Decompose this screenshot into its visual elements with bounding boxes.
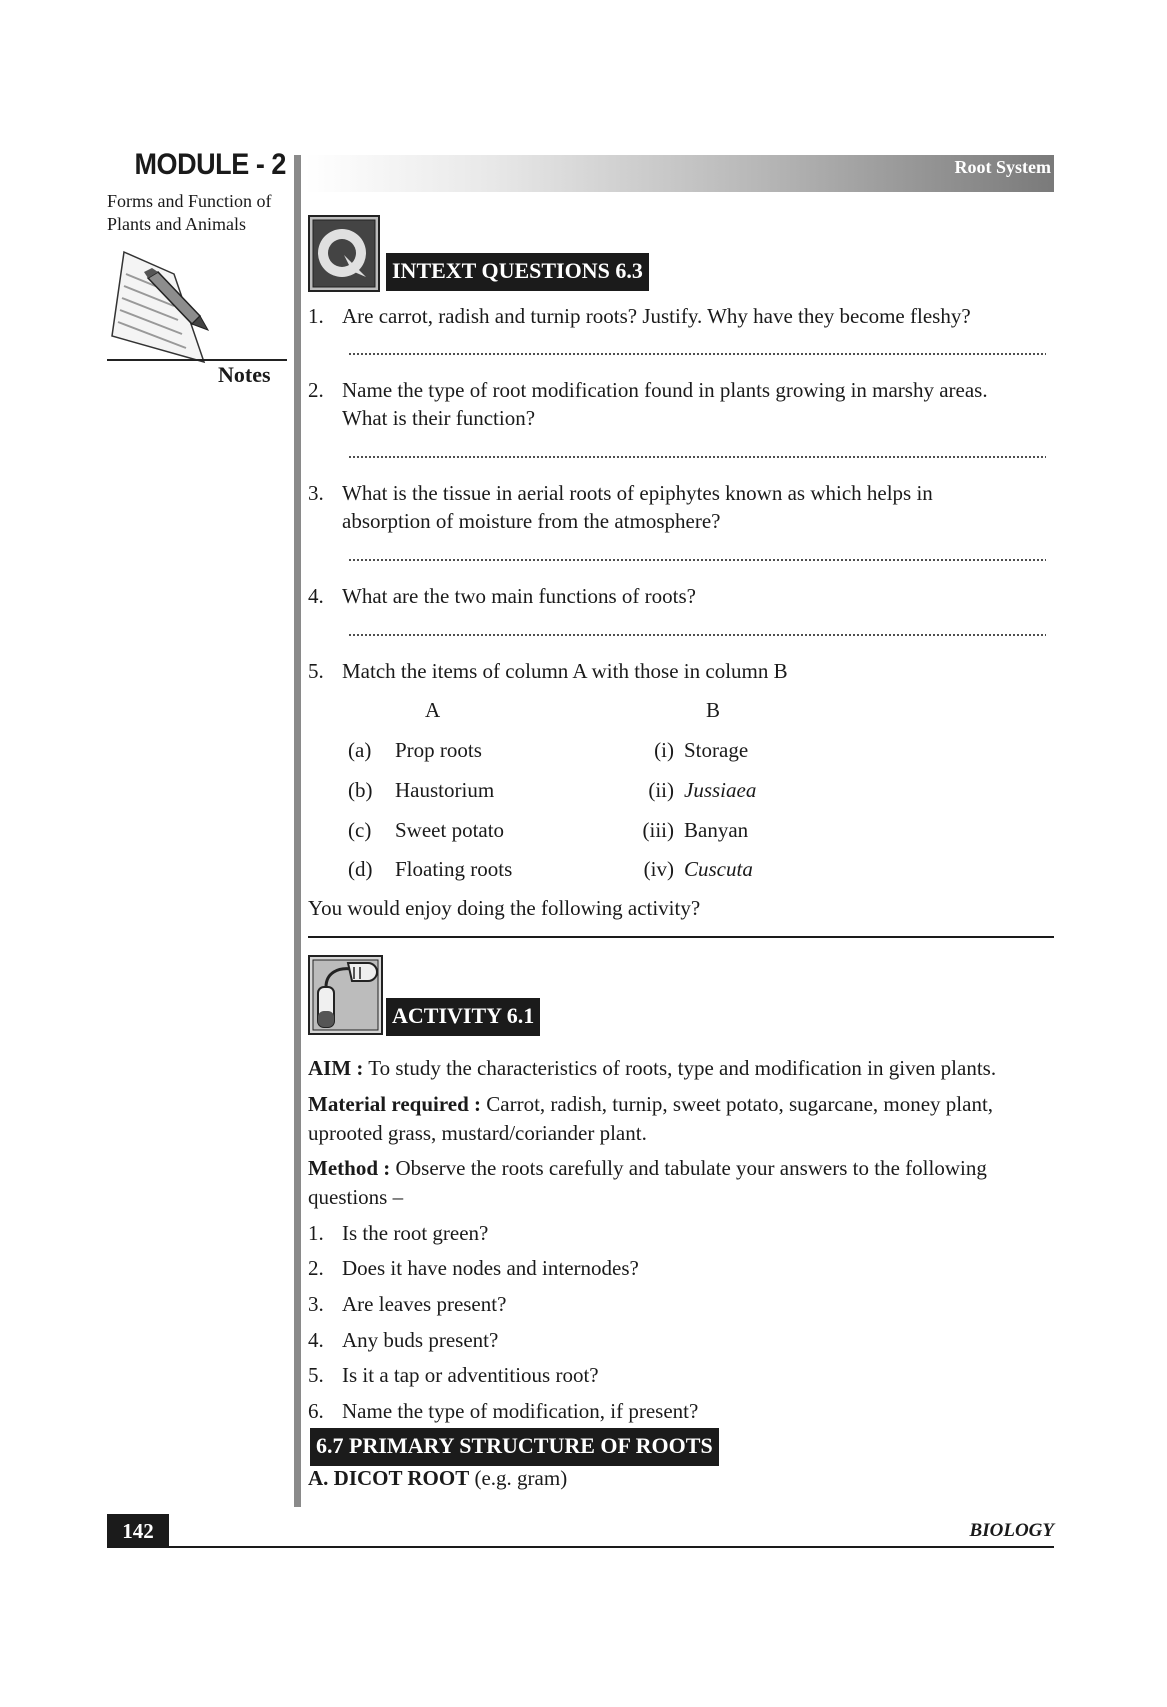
question-text: Name the type of root modification found in plants growing in marshy areas.: [342, 378, 988, 402]
match-a-key: (a): [348, 738, 372, 762]
answer-dotted-line: [348, 558, 1046, 564]
step-text: Any buds present?: [342, 1328, 499, 1352]
match-b-key: (ii): [648, 778, 674, 802]
chapter-header-title: Root System: [954, 157, 1051, 177]
section-divider: [308, 936, 1054, 938]
question-number: 4.: [308, 584, 324, 608]
match-b-key: (iv): [643, 857, 674, 881]
step-number: 1.: [308, 1221, 324, 1245]
aim-text: To study the characteristics of roots, type and modification in given plants.: [363, 1056, 997, 1080]
activity-intro-text: You would enjoy doing the following activity?: [308, 896, 701, 920]
subsection-title: A. DICOT ROOT: [308, 1466, 470, 1490]
question-text-continued: What is their function?: [342, 406, 536, 430]
notes-label: Notes: [218, 362, 271, 387]
module-title: MODULE - 2: [134, 148, 286, 181]
activity-material-continued: uprooted grass, mustard/coriander plant.: [308, 1121, 647, 1145]
activity-method: [308, 1154, 1054, 1183]
step-number: 4.: [308, 1328, 324, 1352]
activity-label: ACTIVITY 6.1: [386, 998, 540, 1036]
module-subtitle: [107, 190, 287, 236]
match-a-key: (d): [348, 857, 373, 881]
module-subtitle-line2: Plants and Animals: [107, 214, 246, 234]
match-a-key: (c): [348, 818, 372, 842]
answer-dotted-line: [348, 352, 1046, 358]
margin-rule: [294, 155, 301, 1507]
match-b-value: Storage: [684, 738, 749, 762]
activity-material: [308, 1090, 1054, 1119]
material-text: Carrot, radish, turnip, sweet potato, sugarcane, money plant,: [481, 1092, 994, 1116]
match-a-value: Prop roots: [395, 738, 482, 762]
method-text: Observe the roots carefully and tabulate your answers to the following: [390, 1156, 987, 1180]
intext-questions-label: INTEXT QUESTIONS 6.3: [386, 253, 649, 291]
question-number: 5.: [308, 659, 324, 683]
step-text: Is the root green?: [342, 1221, 489, 1245]
match-question: [308, 657, 1054, 927]
question-number: 1.: [308, 304, 324, 328]
match-a-value: Floating roots: [395, 857, 513, 881]
footer-rule: [107, 1546, 1054, 1548]
question-text-continued: absorption of moisture from the atmosphere?: [342, 509, 721, 533]
match-a-value: Sweet potato: [395, 818, 505, 842]
notepad-pencil-icon: [104, 244, 224, 364]
question-text: What are the two main functions of roots?: [342, 584, 696, 608]
question-mark-icon: [308, 215, 380, 292]
test-tube-hand-icon: [308, 955, 383, 1035]
step-number: 3.: [308, 1292, 324, 1316]
book-title: BIOLOGY: [969, 1520, 1054, 1541]
step-text: Are leaves present?: [342, 1292, 507, 1316]
method-label: Method :: [308, 1156, 391, 1180]
activity-body: [308, 1054, 1054, 1424]
step-number: 2.: [308, 1256, 324, 1280]
question-text: Are carrot, radish and turnip roots? Justify. Why have they become fleshy?: [342, 304, 971, 328]
step-text: Does it have nodes and internodes?: [342, 1256, 639, 1280]
activity-aim: [308, 1054, 1054, 1083]
step-number: 5.: [308, 1363, 324, 1387]
answer-dotted-line: [348, 455, 1046, 461]
match-b-value: Cuscuta: [684, 857, 753, 881]
page-number: 142: [107, 1514, 169, 1548]
material-label: Material required :: [308, 1092, 482, 1116]
column-b-heading: B: [706, 698, 721, 722]
step-text: Is it a tap or adventitious root?: [342, 1363, 599, 1387]
intext-question-list: [308, 302, 1054, 642]
match-b-value: Jussiaea: [684, 778, 757, 802]
match-a-key: (b): [348, 778, 373, 802]
step-number: 6.: [308, 1399, 324, 1423]
column-a-heading: A: [425, 698, 441, 722]
notes-divider: [107, 359, 287, 361]
question-number: 2.: [308, 378, 324, 402]
subsection-example: (e.g. gram): [469, 1466, 568, 1490]
activity-method-continued: questions –: [308, 1185, 404, 1209]
answer-dotted-line: [348, 633, 1046, 639]
match-b-value: Banyan: [684, 818, 749, 842]
question-text: What is the tissue in aerial roots of epiphytes known as which helps in: [342, 481, 933, 505]
match-b-key: (i): [654, 738, 674, 762]
subsection-heading: [308, 1466, 567, 1491]
aim-label: AIM :: [308, 1056, 364, 1080]
header-band: [305, 155, 1054, 192]
question-text: Match the items of column A with those in column B: [342, 659, 788, 683]
step-text: Name the type of modification, if present?: [342, 1399, 699, 1423]
match-b-key: (iii): [642, 818, 674, 842]
question-number: 3.: [308, 481, 324, 505]
match-a-value: Haustorium: [395, 778, 495, 802]
module-subtitle-line1: Forms and Function of: [107, 191, 272, 211]
section-heading: 6.7 PRIMARY STRUCTURE OF ROOTS: [310, 1428, 719, 1466]
